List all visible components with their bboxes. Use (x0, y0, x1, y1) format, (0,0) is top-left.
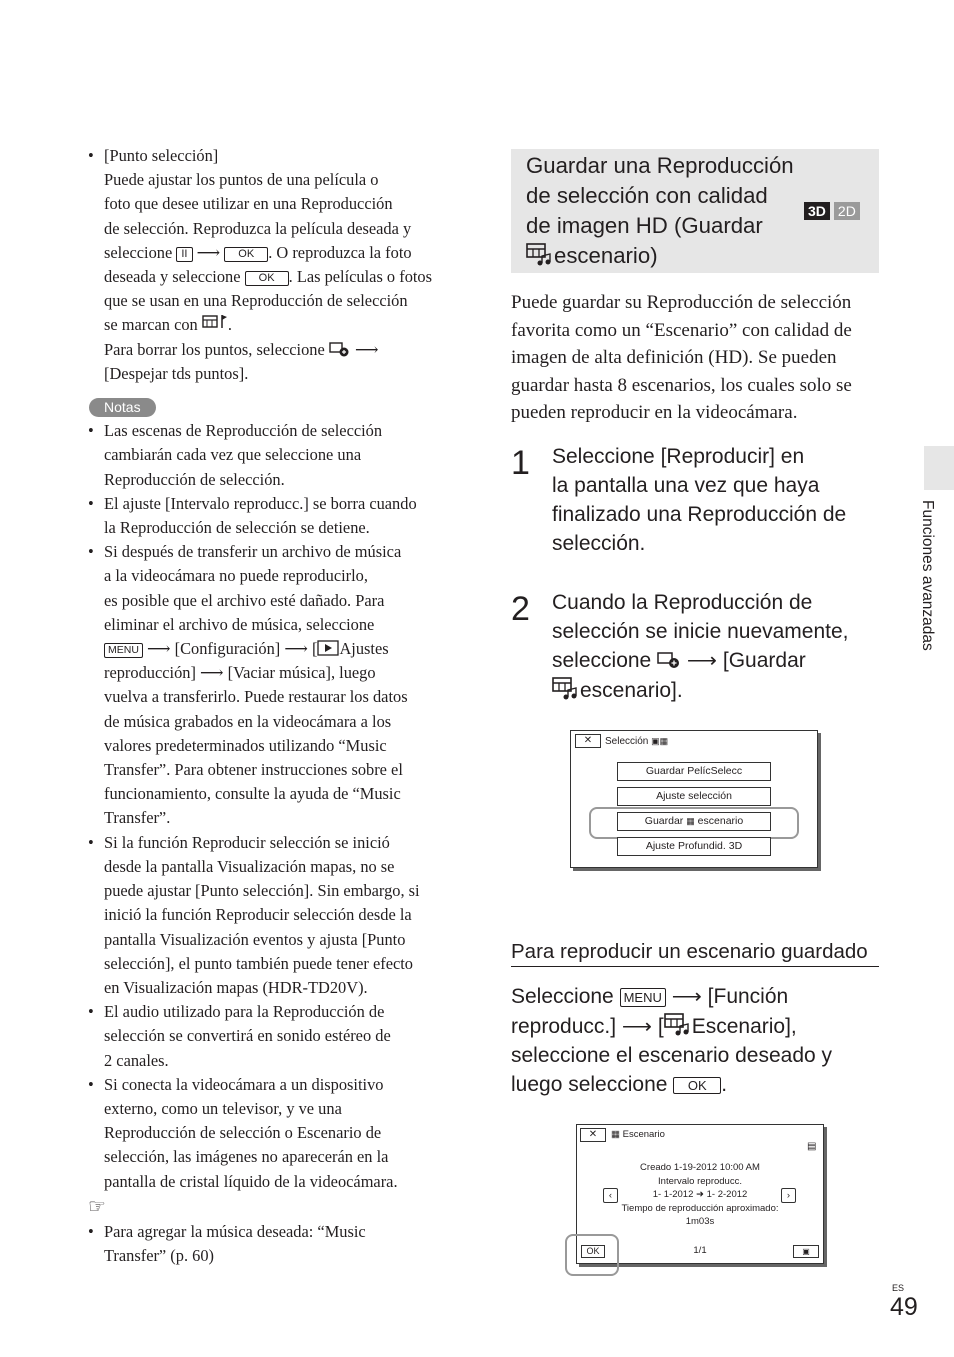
step-1-text: Seleccione [Reproducir] en la pantalla una vez que haya finalizado una Reproducción de selección. (552, 445, 847, 555)
arrow-icon: ⟶ (147, 639, 171, 659)
tip-item: • Para agregar la música deseada: “Music Transfer” (p. 60) (88, 1220, 460, 1268)
highlight-icon: ▣ (651, 736, 660, 746)
highlight-edit-icon (657, 651, 681, 669)
ok-button-icon: OK (224, 247, 268, 262)
interval-label: Intervalo reproducc. (658, 1175, 742, 1187)
arrow-icon: ⟶ (354, 339, 379, 359)
ok-button[interactable]: OK (581, 1245, 605, 1258)
ok-highlight (565, 1234, 619, 1276)
scenario-icon (552, 675, 580, 701)
badge-2d: 2D (834, 202, 860, 220)
note-item: • El audio utilizado para la Reproducción de selección se convertirá en sonido estéreo de 2 canales. (88, 1000, 460, 1073)
scenario-icon: ▦ (659, 736, 669, 746)
scenario-icon: ▦ (686, 816, 695, 826)
page-indicator: 1/1 (693, 1245, 707, 1256)
side-tab-label: Funciones avanzadas (919, 500, 936, 651)
note-item: • Si la función Reproducir selección se inició desde la pantalla Visualización mapas, no se puede ajustar [Punto selección]. Sin embargo, si inició la función Reproducir selección desde la pantalla Visualización eventos y ajusta [Punto selección], el punto también puede tener efecto en Visualización mapas (HDR-TD20V). (88, 831, 460, 1000)
bullet-punto-seleccion: • [Punto selección] Puede ajustar los puntos de una película o foto que desee utilizar en una Reproducción de selección. Reproduzca la película deseada y seleccione II ⟶ OK . O reproduzca la foto deseada y seleccione OK . Las películas o fotos que se usan en una Reproducción de selección se marcan con . Para borrar los puntos, seleccione ⟶ [Despejar tds puntos]. (88, 144, 460, 386)
scenario-icon (664, 1011, 692, 1037)
ajuste-seleccion-button[interactable]: Ajuste selección (617, 787, 771, 806)
left-column (88, 144, 460, 1268)
note-item: • El ajuste [Intervalo reproducc.] se borra cuando la Reproducción de selección se detiene. (88, 492, 460, 540)
guardar-escenario-button[interactable]: Guardar ▦ escenario (617, 812, 771, 831)
note-item-music: • Si después de transferir un archivo de música a la videocámara no puede reproducirlo, es posible que el archivo esté dañado. Para eliminar el archivo de música, seleccione MENU ⟶ [Configuración] ⟶ [ Ajustes reproducción] ⟶ [Vaciar música], luego vuelva a transferirlo. Puede restaurar los datos de música grabados en la videocámara a los valores predeterminados utilizando “Music Transfer”. Para obtener instrucciones sobre el funcionamiento, consulte la ayuda de “Music Transfer”. (88, 540, 460, 830)
time-label: Tiempo de reproducción aproximado: (621, 1202, 779, 1214)
notas-label: Notas (89, 398, 156, 417)
screen-title: Selección (605, 736, 649, 747)
arrow-icon: ⟶ (621, 1015, 653, 1038)
badge-group (804, 202, 860, 221)
section-title: Guardar una Reproducción de selección con calidad de imagen HD (Guardar escenario) (526, 153, 794, 268)
screen-title: Escenario (622, 1129, 665, 1140)
interval-range: 1- 1-2012 ➜ 1- 2-2012 (652, 1189, 748, 1200)
ok-button-icon: OK (673, 1077, 721, 1094)
menu-button-icon: MENU (104, 643, 143, 658)
intro-paragraph: Puede guardar su Reproducción de selección favorita como un “Escenario” con calidad de imagen de alta definición (HD). Se pueden guardar hasta 8 escenarios, los cuales solo se pueden reproducir en la videocámara. (511, 292, 852, 423)
page-number: 49 (890, 1293, 918, 1321)
step-1-number: 1 (511, 444, 530, 482)
highlight-mark-icon (202, 314, 228, 332)
playback-edit-icon[interactable]: ▣ (793, 1245, 819, 1258)
next-arrow-icon[interactable]: › (781, 1188, 796, 1203)
side-tab-marker (924, 446, 954, 490)
badge-3d: 3D (804, 202, 830, 220)
created-date: Creado 1-19-2012 10:00 AM (640, 1162, 760, 1173)
step-2-number: 2 (511, 590, 530, 628)
close-icon[interactable]: ✕ (580, 1128, 606, 1142)
highlight-edit-icon (329, 341, 351, 357)
arrow-icon: ⟶ (284, 639, 308, 659)
arrow-icon: ⟶ (196, 242, 221, 262)
time-value: 1m03s (685, 1216, 715, 1227)
menu-button-icon: MENU (620, 988, 666, 1007)
prev-arrow-icon[interactable]: ‹ (603, 1188, 618, 1203)
tip-icon: ☞ (88, 1195, 106, 1218)
close-icon[interactable]: ✕ (575, 734, 601, 748)
arrow-icon: ⟶ (686, 649, 718, 672)
scenario-icon: ▦ (611, 1129, 620, 1140)
arrow-icon: ⟶ (200, 663, 224, 683)
step-2-text: Cuando la Reproducción de selección se inicie nuevamente, seleccione ⟶ [Guardar escenario]. (552, 591, 849, 702)
punto-label: • [Punto selección] (104, 146, 219, 165)
note-item: • Las escenas de Reproducción de selección cambiarán cada vez que seleccione una Reproducción de selección. (88, 419, 460, 492)
scenario-instructions: Seleccione MENU ⟶ [Función reproducc.] ⟶ [ Escenario], seleccione el escenario deseado y luego seleccione OK . (511, 985, 833, 1096)
scenario-icon (526, 241, 554, 267)
language-code: ES (892, 1283, 905, 1293)
playback-icon (317, 640, 339, 656)
memory-card-icon: ▤ (807, 1141, 817, 1152)
pause-button-icon: II (176, 247, 192, 262)
guardar-pelicselecc-button[interactable]: Guardar PelícSelecc (617, 762, 771, 781)
subsection-title: Para reproducir un escenario guardado (511, 938, 879, 967)
note-item: • Si conecta la videocámara a un dispositivo externo, como un televisor, y ve una Reproducción de selección o Escenario de selección, las imágenes no aparecerán en la pantalla de cristal líquido de la videocámara. (88, 1073, 460, 1194)
screen-seleccion (570, 730, 818, 868)
ok-button-icon: OK (245, 271, 289, 286)
arrow-icon: ⟶ (671, 985, 702, 1008)
ajuste-profundid-button[interactable]: Ajuste Profundid. 3D (617, 837, 771, 856)
